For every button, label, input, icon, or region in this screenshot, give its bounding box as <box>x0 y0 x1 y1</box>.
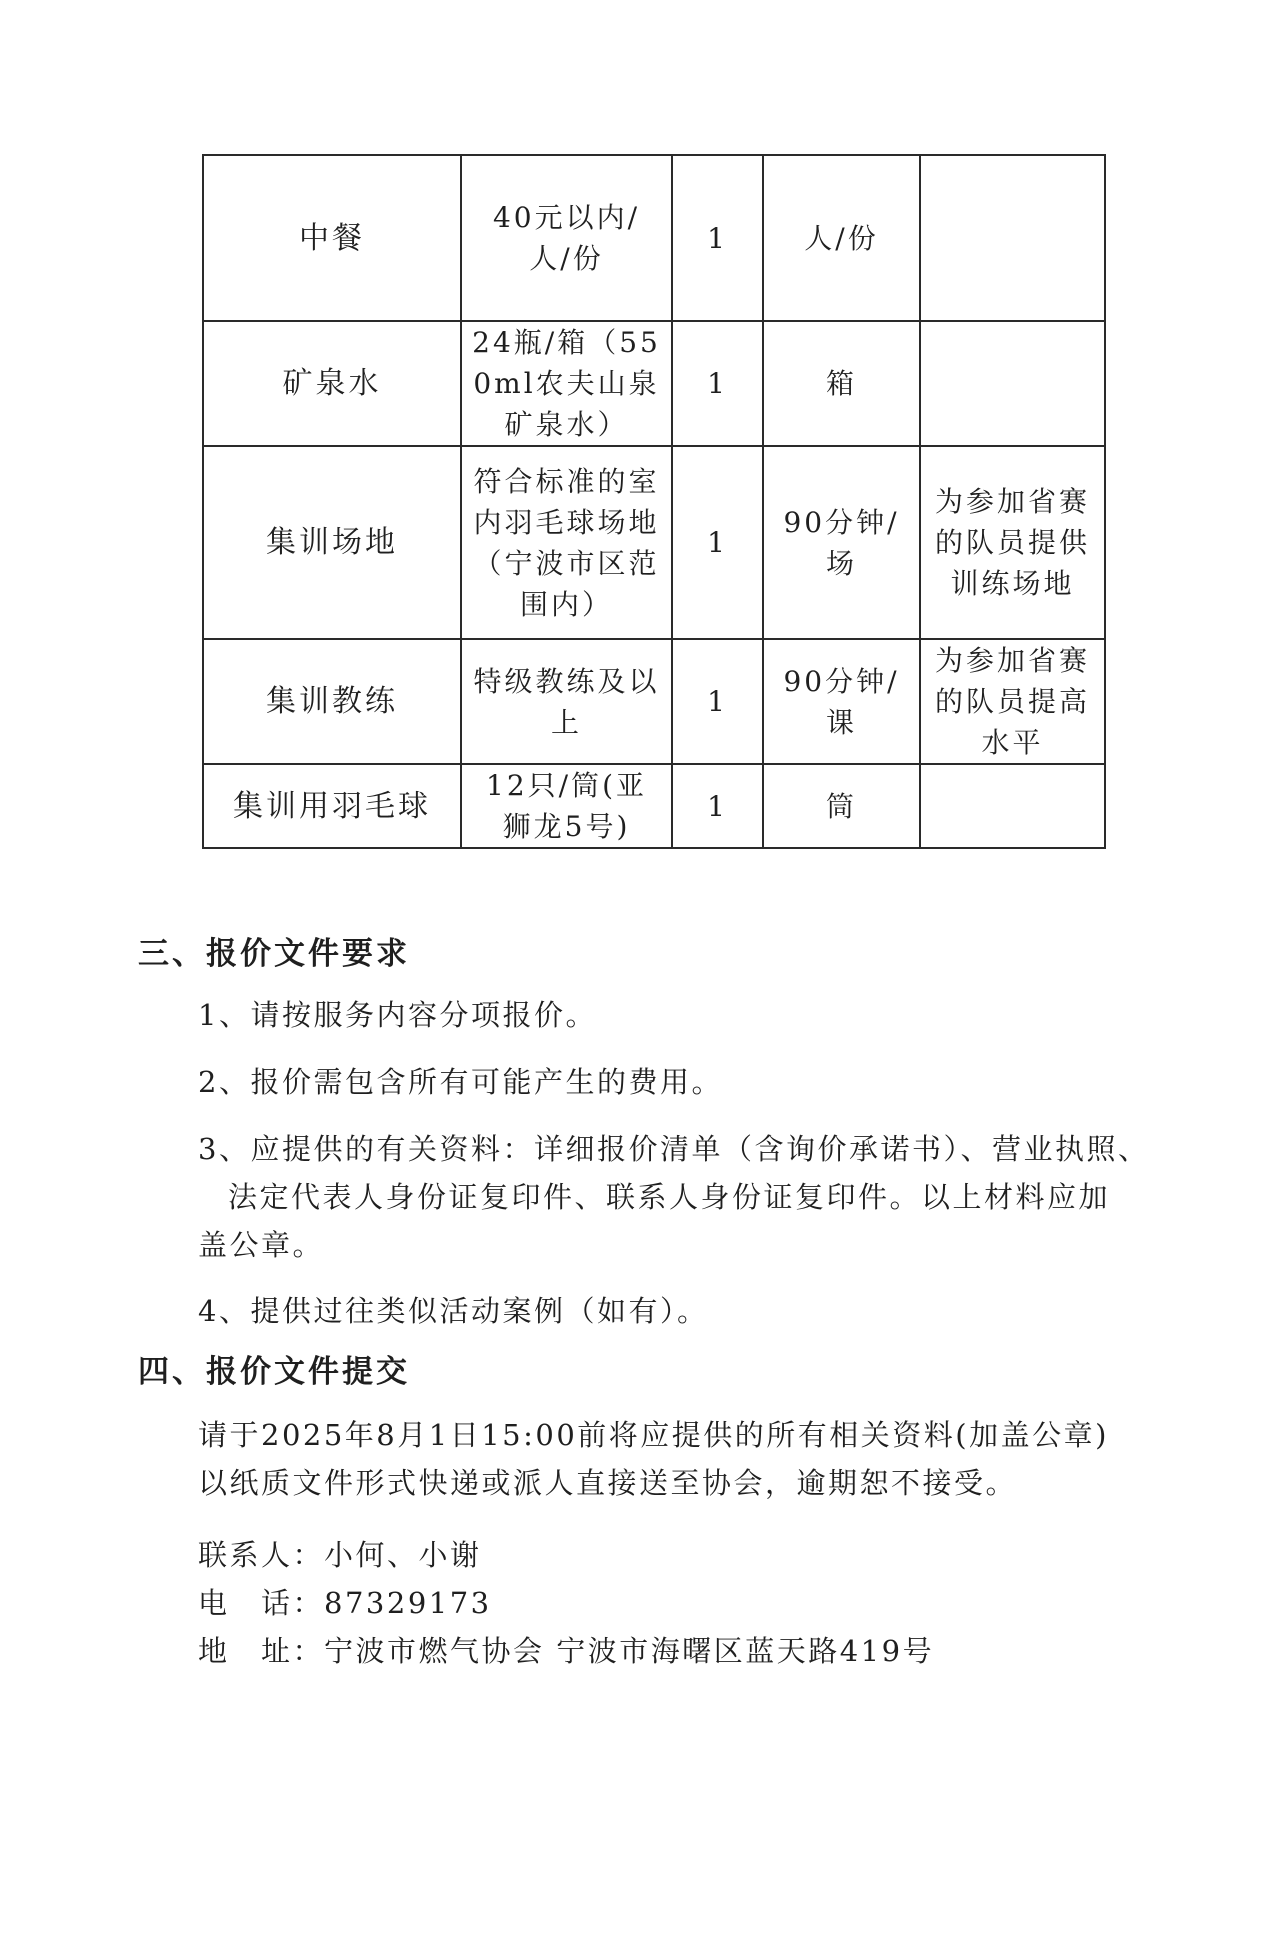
item-note-cell: 为参加省赛的队员提供训练场地 <box>920 446 1105 639</box>
item-spec-cell: 符合标准的室内羽毛球场地（宁波市区范围内） <box>461 446 672 639</box>
item-name-cell: 中餐 <box>203 155 461 321</box>
phone-value: 87329173 <box>324 1586 492 1620</box>
item-qty-cell: 1 <box>672 155 763 321</box>
table-row <box>203 764 1105 848</box>
table-row <box>203 639 1105 764</box>
item-spec-cell: 12只/筒(亚狮龙5号) <box>461 764 672 848</box>
submission-text-line1: 请于2025年8月1日15:00前将应提供的所有相关资料(加盖公章) <box>198 1418 1109 1452</box>
item-name-cell: 集训场地 <box>203 446 461 639</box>
requirement-item-1: 1、请按服务内容分项报价。 <box>198 998 597 1032</box>
contact-person-label: 联系人： <box>198 1538 325 1572</box>
address-label: 地 址： <box>198 1634 325 1668</box>
item-spec-cell: 24瓶/箱（550ml农夫山泉矿泉水） <box>461 321 672 446</box>
address-line <box>198 1626 934 1676</box>
section-4-heading: 四、报价文件提交 <box>138 1354 410 1390</box>
requirement-item-3-line2: 法定代表人身份证复印件、联系人身份证复印件。以上材料应加 <box>228 1180 1111 1214</box>
phone-label: 电 话： <box>198 1586 325 1620</box>
contact-person-line <box>198 1530 482 1580</box>
item-note-cell <box>920 155 1105 321</box>
item-unit-cell: 90分钟/场 <box>763 446 920 639</box>
table-row <box>203 155 1105 321</box>
item-unit-cell: 人/份 <box>763 155 920 321</box>
item-unit-cell: 箱 <box>763 321 920 446</box>
item-qty-cell: 1 <box>672 321 763 446</box>
contact-person-value: 小何、小谢 <box>324 1538 482 1572</box>
item-unit-cell: 筒 <box>763 764 920 848</box>
requirement-item-3-line3: 盖公章。 <box>198 1228 325 1262</box>
submission-text-line2: 以纸质文件形式快递或派人直接送至协会，逾期恕不接受。 <box>198 1466 1018 1500</box>
item-unit-cell: 90分钟/课 <box>763 639 920 764</box>
item-qty-cell: 1 <box>672 639 763 764</box>
item-spec-cell: 40元以内/人/份 <box>461 155 672 321</box>
item-spec-cell: 特级教练及以上 <box>461 639 672 764</box>
phone-line <box>198 1578 492 1628</box>
item-note-cell <box>920 764 1105 848</box>
item-name-cell: 矿泉水 <box>203 321 461 446</box>
item-name-cell: 集训用羽毛球 <box>203 764 461 848</box>
table-row <box>203 446 1105 639</box>
address-value: 宁波市燃气协会 宁波市海曙区蓝天路419号 <box>324 1634 935 1668</box>
item-name-cell: 集训教练 <box>203 639 461 764</box>
requirement-item-2: 2、报价需包含所有可能产生的费用。 <box>198 1065 723 1099</box>
item-qty-cell: 1 <box>672 764 763 848</box>
item-note-cell: 为参加省赛的队员提高水平 <box>920 639 1105 764</box>
item-note-cell <box>920 321 1105 446</box>
item-qty-cell: 1 <box>672 446 763 639</box>
service-table <box>202 154 1106 849</box>
table-row <box>203 321 1105 446</box>
requirement-item-3: 3、应提供的有关资料：详细报价清单（含询价承诺书）、营业执照、 <box>198 1132 1150 1166</box>
requirement-item-4: 4、提供过往类似活动案例（如有）。 <box>198 1294 709 1328</box>
section-3-heading: 三、报价文件要求 <box>138 936 410 972</box>
